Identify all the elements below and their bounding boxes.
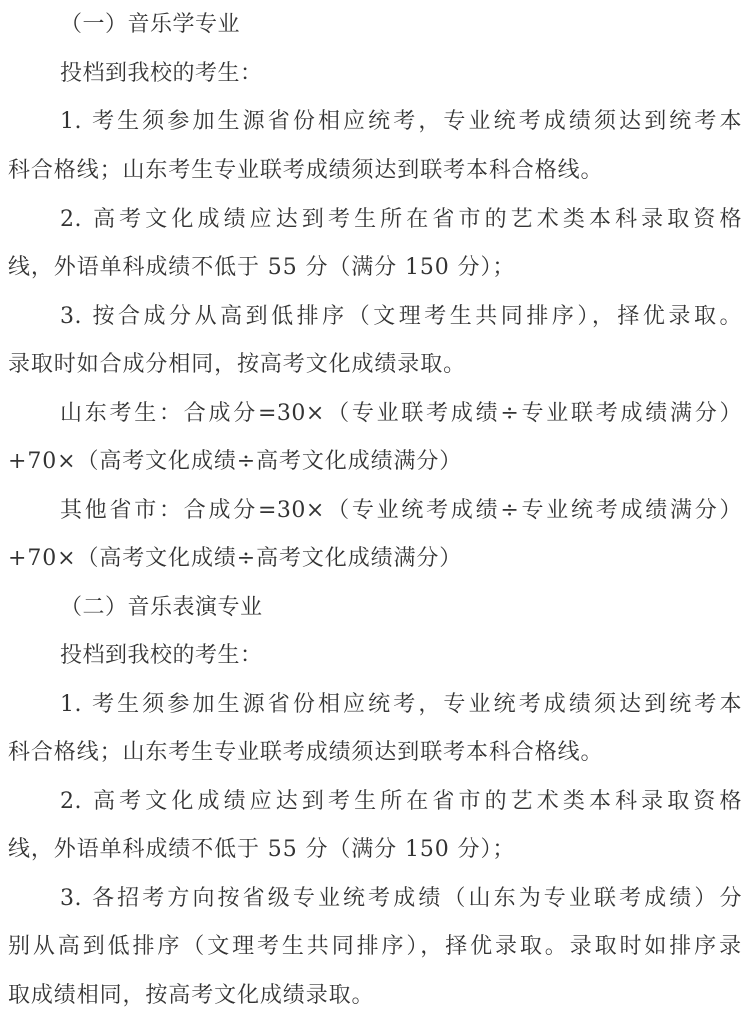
paragraph-line: 3. 按合成分从高到低排序（文理考生共同排序），择优录取。 xyxy=(60,304,742,329)
paragraph-line: 线，外语单科成绩不低于 55 分（满分 150 分）； xyxy=(8,255,516,280)
formula-line-other-provinces-cont: +70×（高考文化成绩÷高考文化成绩满分） xyxy=(8,546,463,571)
paragraph-line: 线，外语单科成绩不低于 55 分（满分 150 分）； xyxy=(8,837,516,862)
paragraph-line: 1. 考生须参加生源省份相应统考，专业统考成绩须达到统考本 xyxy=(60,109,742,134)
paragraph-line: 录取时如合成分相同，按高考文化成绩录取。 xyxy=(8,352,467,377)
formula-line-shandong-cont: +70×（高考文化成绩÷高考文化成绩满分） xyxy=(8,449,463,474)
paragraph-line: 别从高到低排序（文理考生共同排序），择优录取。录取时如排序录 xyxy=(8,934,742,959)
section-heading-music-performance: （二）音乐表演专业 xyxy=(60,595,263,620)
paragraph-line: 3. 各招考方向按省级专业统考成绩（山东为专业联考成绩）分 xyxy=(60,886,742,911)
paragraph-line: 科合格线；山东考生专业联考成绩须达到联考本科合格线。 xyxy=(8,740,604,765)
paragraph-line: 取成绩相同，按高考文化成绩录取。 xyxy=(8,983,375,1008)
paragraph-line: 1. 考生须参加生源省份相应统考，专业统考成绩须达到统考本 xyxy=(60,692,742,717)
paragraph-line: 2. 高考文化成绩应达到考生所在省市的艺术类本科录取资格 xyxy=(60,207,742,232)
section-heading-music-studies: （一）音乐学专业 xyxy=(60,12,241,37)
paragraph-line: 科合格线；山东考生专业联考成绩须达到联考本科合格线。 xyxy=(8,158,604,183)
subheading-admitted-students: 投档到我校的考生： xyxy=(60,643,263,668)
paragraph-line: 2. 高考文化成绩应达到考生所在省市的艺术类本科录取资格 xyxy=(60,789,742,814)
formula-line-shandong: 山东考生：合成分=30×（专业联考成绩÷专业联考成绩满分） xyxy=(60,401,742,426)
formula-line-other-provinces: 其他省市：合成分=30×（专业统考成绩÷专业统考成绩满分） xyxy=(60,498,742,523)
subheading-admitted-students: 投档到我校的考生： xyxy=(60,61,263,86)
